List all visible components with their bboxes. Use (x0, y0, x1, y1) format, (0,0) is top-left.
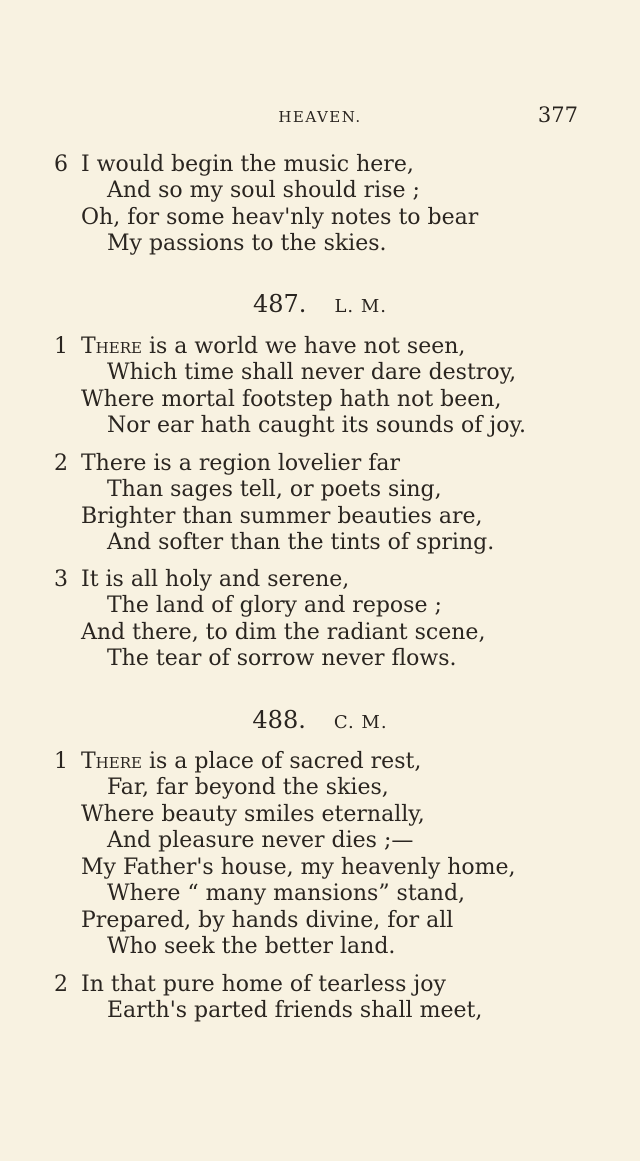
stanza-number: 2 (54, 972, 68, 997)
verse-line: Earth's parted friends shall meet, (107, 998, 483, 1023)
opening-word: There (81, 749, 142, 774)
verse-line: My passions to the skies. (107, 231, 387, 256)
verse-line: And pleasure never dies ;— (107, 828, 414, 853)
verse-line: In that pure home of tearless joy (81, 972, 446, 997)
hymn-meter: C. M. (333, 712, 388, 733)
verse-line: There is a world we have not seen, (81, 334, 466, 359)
verse-line: The land of glory and repose ; (107, 593, 442, 618)
verse-line: I would begin the music here, (81, 152, 414, 177)
verse-line: Who seek the better land. (107, 934, 396, 959)
verse-line: Prepared, by hands divine, for all (81, 908, 454, 933)
verse-line: And so my soul should rise ; (107, 178, 420, 203)
verse-line: Far, far beyond the skies, (107, 775, 389, 800)
verse-line: And softer than the tints of spring. (107, 530, 495, 555)
hymn-heading-487 (0, 290, 640, 318)
verse-line: Which time shall never dare destroy, (107, 360, 517, 385)
stanza-number: 2 (54, 451, 68, 476)
opening-word: There (81, 334, 142, 359)
hymn-number: 488. (252, 706, 306, 734)
verse-line: Nor ear hath caught its sounds of joy. (107, 413, 526, 438)
verse-line: My Father's house, my heavenly home, (81, 855, 516, 880)
running-header: HEAVEN. (278, 108, 362, 126)
verse-line: Where beauty smiles eternally, (81, 802, 425, 827)
stanza-number: 1 (54, 334, 68, 359)
verse-line: There is a region lovelier far (81, 451, 400, 476)
hymn-number: 487. (253, 290, 307, 318)
verse-line: Oh, for some heav'nly notes to bear (81, 205, 479, 230)
verse-line: Than sages tell, or poets sing, (107, 477, 442, 502)
hymn-heading-488 (0, 706, 640, 734)
verse-line: Where mortal footstep hath not been, (81, 387, 502, 412)
page-number: 377 (537, 103, 578, 127)
verse-line: Where “ many mansions” stand, (107, 881, 466, 906)
verse-line: And there, to dim the radiant scene, (81, 620, 486, 645)
hymn-meter: L. M. (334, 296, 387, 317)
verse-line: The tear of sorrow never flows. (107, 646, 457, 671)
verse-line: Brighter than summer beauties are, (81, 504, 483, 529)
stanza-number: 6 (54, 152, 68, 177)
verse-line: It is all holy and serene, (81, 567, 350, 592)
stanza-number: 1 (54, 749, 68, 774)
verse-line: There is a place of sacred rest, (81, 749, 422, 774)
stanza-number: 3 (54, 567, 68, 592)
